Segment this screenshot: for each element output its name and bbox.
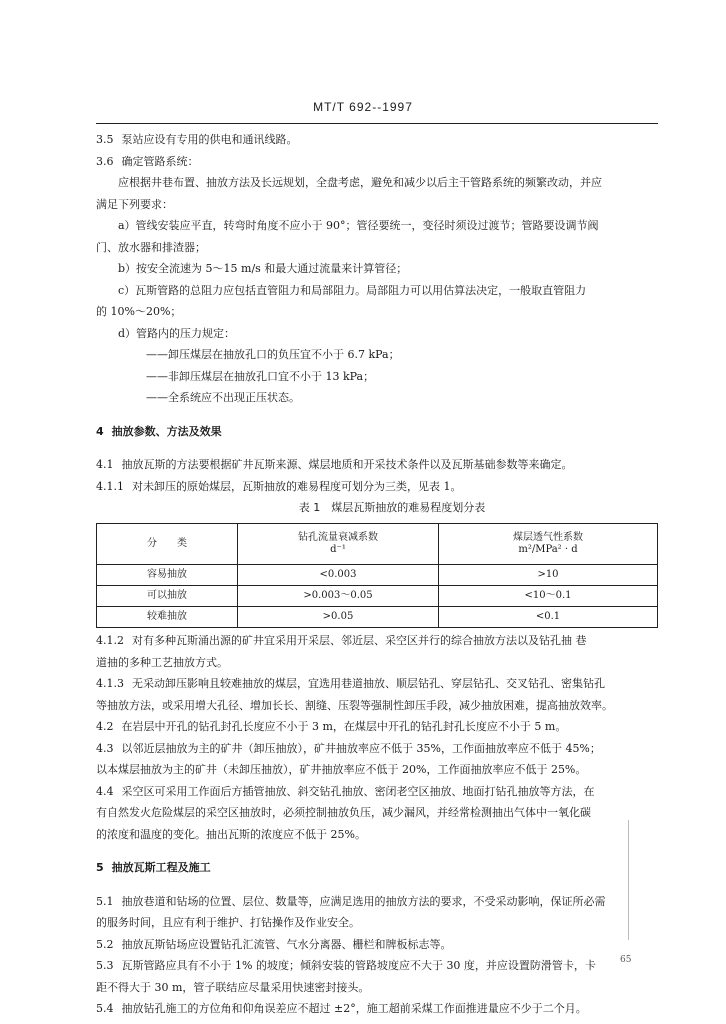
line-text: 应根据井巷布置、抽放方法及长远规划，全盘考虑，避免和减少以后主干管路系统的频繁改动，并应	[118, 176, 602, 189]
line-text: 泵站应设有专用的供电和通讯线路。	[121, 133, 298, 146]
line-text: d）管路内的压力规定：	[118, 326, 236, 340]
line-text: 等抽放方法，或采用增大孔径、增加长长、割缝、压裂等强制性卸压手段，减少抽放困难，提高抽放效率。	[96, 698, 613, 712]
line-text: 对有多种瓦斯涌出源的矿井宜采用开采层、邻近层、采空区并行的综合抽放方法以及钻孔抽 巷	[132, 634, 587, 647]
line-text: 距不得大于 30 m，管子联结应尽量采用快速密封接头。	[96, 980, 370, 994]
clause-number: 3.6	[96, 154, 114, 168]
clause-number: 5.3	[96, 959, 114, 972]
line-text: 无采动卸压影响且较难抽放的煤层，宜选用巷道抽放、顺层钻孔、穿层钻孔、交叉钻孔、密集钻孔	[132, 677, 605, 690]
line-text: 抽放参数、方法及效果	[111, 424, 222, 438]
line-text: 满足下列要求：	[96, 197, 173, 211]
text-line	[96, 284, 658, 306]
text-line	[96, 742, 658, 764]
cell-flow-decay: >0.003～0.05	[238, 586, 439, 607]
header-category: 分 类	[97, 524, 238, 565]
line-text: 采空区可采用工作面后方插管抽放、斜交钻孔抽放、密闭老空区抽放、地面打钻孔抽放等方法，在	[121, 784, 595, 798]
text-line	[96, 981, 658, 1003]
text-line	[96, 262, 658, 284]
line-text: ——全系统应不出现正压状态。	[146, 391, 300, 404]
text-line	[96, 480, 658, 502]
page-number: 65	[620, 955, 632, 965]
spacer	[96, 413, 658, 425]
line-text: 道抽的多种工艺抽放方式。	[96, 655, 228, 669]
text-line	[96, 828, 658, 850]
text-line	[96, 155, 658, 177]
clause-number: 4.4	[96, 784, 114, 798]
text-line	[96, 458, 658, 480]
text-line	[96, 785, 658, 807]
cell-category: 较难抽放	[97, 607, 238, 628]
clause-number: 5.2	[96, 937, 114, 951]
text-line	[96, 938, 658, 960]
clause-number: 5.4	[96, 1002, 114, 1015]
text-line	[96, 176, 658, 198]
table-caption: 表 1 煤层瓦斯抽放的难易程度划分表	[298, 501, 486, 514]
section-heading	[96, 425, 658, 447]
text-line	[96, 916, 658, 938]
table-row	[97, 607, 658, 628]
line-text: 的浓度和温度的变化。抽出瓦斯的浓度应不低于 25%。	[96, 827, 366, 841]
clause-number: 4.1	[96, 458, 114, 471]
line-text: 在岩层中开孔的钻孔封孔长度应不小于 3 m，在煤层中开孔的钻孔封孔长度应不小于 5 m。	[121, 720, 567, 733]
line-text: 的服务时间，且应有利于维护、打钻操作及作业安全。	[96, 916, 360, 929]
text-line	[96, 305, 658, 327]
line-text: ——非卸压煤层在抽放孔口宜不小于 13 kPa；	[146, 369, 375, 383]
text-line	[96, 677, 658, 699]
line-text: 以邻近层抽放为主的矿井（卸压抽放），矿井抽放率应不低于 35%，工作面抽放率应不低于 45%；	[121, 741, 601, 755]
line-text: ——卸压煤层在抽放孔口的负压宜不小于 6.7 kPa；	[146, 348, 400, 361]
document-body	[96, 133, 658, 1024]
text-line	[96, 391, 658, 413]
clause-number: 5.1	[96, 894, 114, 908]
difficulty-table	[96, 523, 658, 628]
header-flow-decay-unit: d⁻¹	[330, 544, 346, 555]
cell-flow-decay: <0.003	[238, 565, 439, 586]
line-text: 抽放巷道和钻场的位置、层位、数量等，应满足选用的抽放方法的要求，不受采动影响，保证所必需	[121, 894, 606, 908]
line-text: 抽放瓦斯的方法要根据矿井瓦斯来源、煤层地质和开采技术条件以及瓦斯基础参数等来确定。	[121, 458, 573, 471]
line-text: 有自然发火危险煤层的采空区抽放时，必须控制抽放负压，减少漏风，并经常检测抽出气体中一氧化碳	[96, 806, 591, 819]
text-line	[96, 699, 658, 721]
line-text: c）瓦斯管路的总阻力应包括直管阻力和局部阻力。局部阻力可以用估算法决定，一般取直管阻力	[118, 283, 587, 297]
spacer	[96, 849, 658, 861]
text-line	[96, 198, 658, 220]
clause-number: 4.1.1	[96, 479, 124, 493]
cell-category: 容易抽放	[97, 565, 238, 586]
line-text: 对未卸压的原始煤层，瓦斯抽放的难易程度可划分为三类，见表 1。	[132, 479, 462, 493]
table-row	[97, 586, 658, 607]
text-line	[96, 133, 658, 155]
clause-number: 4.1.3	[96, 677, 124, 690]
header-permeability	[439, 524, 658, 565]
text-line	[96, 720, 658, 742]
line-text: 确定管路系统：	[121, 154, 199, 168]
cell-category: 可以抽放	[97, 586, 238, 607]
cell-flow-decay: >0.05	[238, 607, 439, 628]
text-line	[96, 327, 658, 349]
line-text: 的 10%～20%；	[96, 305, 182, 318]
header-flow-decay	[238, 524, 439, 565]
clause-number: 4.2	[96, 720, 114, 733]
scan-artifact	[628, 820, 629, 940]
text-line	[96, 634, 658, 656]
section-heading	[96, 861, 658, 883]
text-line	[96, 959, 658, 981]
text-line	[96, 219, 658, 241]
spacer	[96, 446, 658, 458]
text-line	[96, 348, 658, 370]
line-text: 瓦斯管路应具有不小于 1% 的坡度；倾斜安装的管路坡度应不大于 30 度，并应设置防滑管卡，卡	[121, 959, 596, 972]
text-line	[96, 241, 658, 263]
line-text: a）管线安装应平直，转弯时角度不应小于 90°；管径要统一，变径时须设过渡节；管路要设调节阀	[118, 219, 599, 232]
spacer	[96, 883, 658, 895]
header-permeability-label: 煤层透气性系数	[513, 532, 583, 543]
clause-number: 4.1.2	[96, 634, 124, 647]
page-header	[0, 100, 726, 114]
cell-permeability: <10～0.1	[439, 586, 658, 607]
header-permeability-unit: m²/MPa² · d	[518, 544, 578, 555]
cell-permeability: >10	[439, 565, 658, 586]
table-header-row	[97, 524, 658, 565]
text-line	[96, 763, 658, 785]
clause-number: 4	[96, 424, 104, 438]
line-text: 抽放瓦斯钻场应设置钻孔汇流管、气水分离器、栅栏和牌板标志等。	[121, 937, 452, 951]
clause-number: 5	[96, 861, 104, 874]
text-line	[96, 370, 658, 392]
standard-code: MT/T 692--1997	[313, 100, 413, 114]
text-line	[96, 806, 658, 828]
table-row	[97, 565, 658, 586]
text-line	[96, 1002, 658, 1024]
clause-number: 4.3	[96, 741, 114, 755]
cell-permeability: <0.1	[439, 607, 658, 628]
header-rule	[96, 123, 658, 124]
header-flow-decay-label: 钻孔流量衰减系数	[298, 532, 378, 543]
line-text: b）按安全流速为 5～15 m/s 和最大通过流量来计算管径；	[118, 262, 408, 275]
clause-number: 3.5	[96, 133, 114, 146]
text-line	[96, 895, 658, 917]
line-text: 抽放钻孔施工的方位角和仰角误差应不超过 ±2°，施工超前采煤工作面推进量应不少于二个月。	[121, 1002, 587, 1015]
line-text: 门、放水器和排渣器；	[96, 240, 206, 254]
line-text: 以本煤层抽放为主的矿井（未卸压抽放），矿井抽放率应不低于 20%，工作面抽放率应不低于 25%。	[96, 763, 587, 776]
line-text: 抽放瓦斯工程及施工	[111, 861, 211, 874]
text-line	[96, 656, 658, 678]
